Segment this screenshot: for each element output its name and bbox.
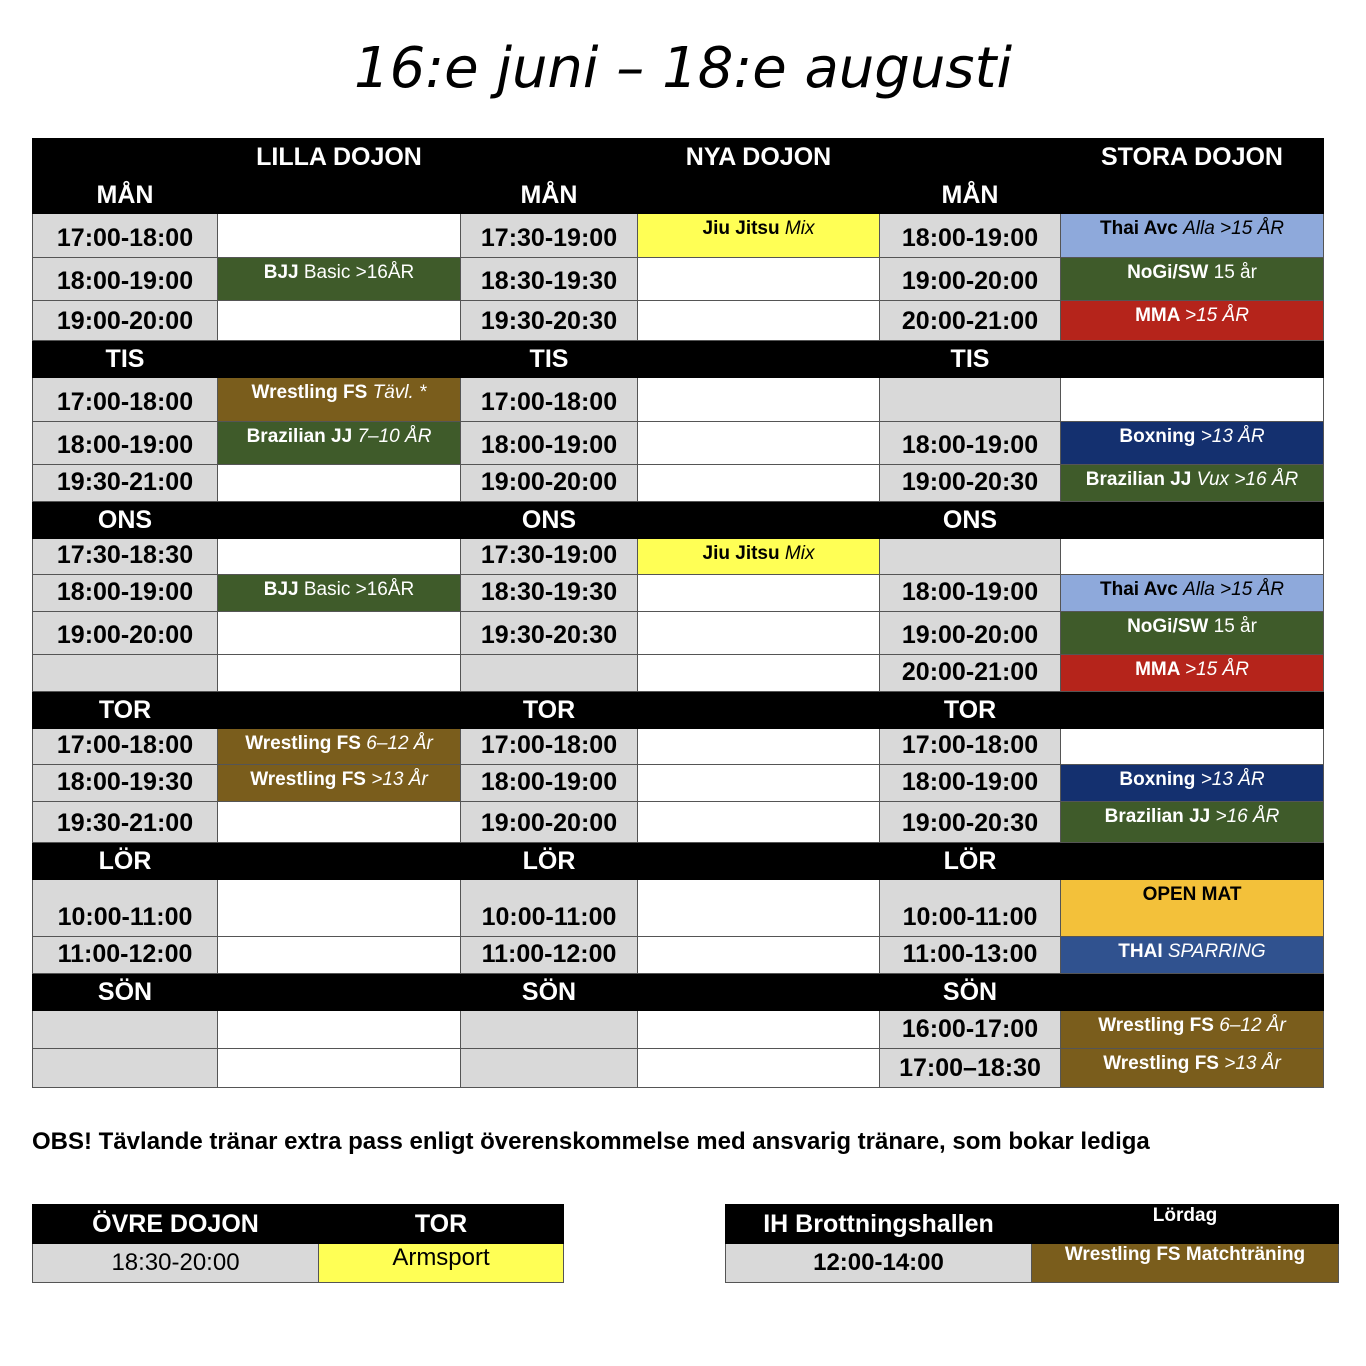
day-label: LÖR [33,843,218,880]
activity-cell [1061,575,1324,612]
room-spacer [880,139,1061,177]
activity-cell [218,1011,461,1049]
brottningshallen-time: 12:00-14:00 [726,1244,1032,1283]
day-spacer [218,341,461,378]
activity-name: MMA [1135,305,1180,326]
day-spacer [638,177,880,214]
schedule-row [33,802,1324,843]
day-spacer [1061,502,1324,539]
activity-detail: Mix [784,218,815,239]
time-slot: 17:00-18:00 [33,214,218,258]
schedule-row [33,539,1324,575]
room-spacer [33,139,218,177]
brottningshallen-activity: Wrestling FS Matchträning [1032,1244,1339,1283]
day-spacer [218,692,461,729]
day-spacer [638,843,880,880]
schedule-row [33,301,1324,341]
activity-name: NoGi/SW [1127,616,1209,637]
activity-cell [218,258,461,301]
activity-cell [1061,802,1324,843]
time-slot [461,1049,638,1088]
time-slot: 19:00-20:00 [880,612,1061,655]
day-spacer [638,341,880,378]
activity-name: Wrestling FS [250,769,366,790]
time-slot: 11:00-13:00 [880,937,1061,974]
activity-detail: >13 ÅR [1200,769,1265,790]
activity-detail: 6–12 År [366,733,433,754]
activity-cell [218,301,461,341]
activity-name: BJJ [263,579,299,600]
activity-cell [218,729,461,765]
day-label: MÅN [33,177,218,214]
room-header-row [33,139,1324,177]
time-slot: 17:30-18:30 [33,539,218,575]
time-slot: 17:30-19:00 [461,214,638,258]
time-slot: 20:00-21:00 [880,301,1061,341]
activity-cell [1061,1011,1324,1049]
activity-name: Wrestling FS [1098,1015,1214,1036]
activity-detail: Vux >16 ÅR [1196,469,1299,490]
activity-cell [218,378,461,422]
activity-name: Wrestling FS [251,382,368,403]
time-slot: 19:30-20:30 [461,612,638,655]
time-slot: 18:00-19:00 [880,765,1061,802]
day-spacer [638,692,880,729]
time-slot [880,378,1061,422]
time-slot: 18:00-19:00 [880,422,1061,465]
activity-cell [218,655,461,692]
day-label: TOR [461,692,638,729]
ovre-dojon-activity: Armsport [319,1244,564,1283]
activity-cell [1061,539,1324,575]
activity-detail: Basic >16ÅR [303,262,415,283]
activity-cell [218,575,461,612]
brottningshallen-table [725,1204,1339,1283]
activity-cell [638,937,880,974]
activity-cell [638,465,880,502]
brottningshallen-day: Lördag [1032,1205,1339,1244]
activity-name: Thai Avc [1100,218,1178,239]
time-slot: 19:00-20:30 [880,802,1061,843]
activity-cell [638,214,880,258]
time-slot: 16:00-17:00 [880,1011,1061,1049]
day-label: TIS [33,341,218,378]
activity-cell [638,422,880,465]
time-slot: 10:00-11:00 [33,880,218,937]
day-header-row [33,692,1324,729]
time-slot [880,539,1061,575]
time-slot [33,1049,218,1088]
activity-cell [218,1049,461,1088]
time-slot: 18:00-19:00 [461,422,638,465]
time-slot: 18:00-19:00 [461,765,638,802]
day-spacer [218,502,461,539]
activity-cell [1061,655,1324,692]
activity-cell [638,1011,880,1049]
schedule-row [33,465,1324,502]
time-slot [461,1011,638,1049]
time-slot: 18:00-19:00 [33,422,218,465]
activity-name: THAI [1118,941,1163,962]
day-spacer [218,177,461,214]
time-slot: 19:00-20:00 [33,301,218,341]
time-slot: 17:00-18:00 [880,729,1061,765]
activity-detail: >13 ÅR [1200,426,1265,447]
activity-cell [218,937,461,974]
activity-cell [218,465,461,502]
time-slot: 17:00-18:00 [33,378,218,422]
day-label: ONS [461,502,638,539]
time-slot: 17:00-18:00 [461,729,638,765]
room-name: NYA DOJON [638,139,880,177]
schedule-row [33,1011,1324,1049]
day-label: SÖN [33,974,218,1011]
day-spacer [1061,692,1324,729]
time-slot: 18:00-19:30 [33,765,218,802]
day-label: TIS [461,341,638,378]
activity-cell [1061,301,1324,341]
schedule-row [33,655,1324,692]
activity-detail: >13 År [371,769,428,790]
activity-cell [638,539,880,575]
activity-cell [638,802,880,843]
activity-cell [638,729,880,765]
time-slot: 19:00-20:30 [880,465,1061,502]
activity-cell [638,575,880,612]
day-header-row [33,974,1324,1011]
day-spacer [638,974,880,1011]
activity-name: BJJ [263,262,299,283]
activity-detail: Mix [784,543,815,564]
activity-cell [218,539,461,575]
day-header-row [33,843,1324,880]
activity-name: MMA [1135,659,1180,680]
day-label: MÅN [461,177,638,214]
day-header-row [33,177,1324,214]
time-slot: 18:30-19:30 [461,258,638,301]
activity-detail: SPARRING [1167,941,1266,962]
day-label: TIS [880,341,1061,378]
activity-name: Brazilian JJ [1104,806,1211,827]
activity-name: Thai Avc [1100,579,1178,600]
activity-detail: >15 ÅR [1185,659,1249,680]
activity-cell [218,422,461,465]
activity-detail: 6–12 År [1219,1015,1286,1036]
day-label: MÅN [880,177,1061,214]
activity-cell [638,612,880,655]
time-slot: 20:00-21:00 [880,655,1061,692]
activity-detail: 15 år [1213,262,1257,283]
time-slot: 19:00-20:00 [880,258,1061,301]
day-header-row [33,502,1324,539]
activity-cell [1061,378,1324,422]
activity-cell [1061,880,1324,937]
obs-note: OBS! Tävlande tränar extra pass enligt överenskommelse med ansvarig tränare, som bokar lediga [32,1128,1150,1155]
activity-detail: >15 ÅR [1185,305,1249,326]
schedule-row [33,612,1324,655]
activity-cell [638,378,880,422]
day-label: ONS [880,502,1061,539]
time-slot: 18:00-19:00 [33,258,218,301]
activity-cell [218,802,461,843]
time-slot [461,655,638,692]
activity-detail: 15 år [1213,616,1257,637]
day-spacer [218,843,461,880]
activity-name: NoGi/SW [1127,262,1209,283]
day-spacer [1061,341,1324,378]
schedule-row [33,575,1324,612]
time-slot: 17:00-18:00 [461,378,638,422]
room-spacer [461,139,638,177]
day-label: TOR [880,692,1061,729]
activity-cell [218,612,461,655]
time-slot: 18:00-19:00 [880,575,1061,612]
activity-cell [1061,765,1324,802]
activity-cell [638,880,880,937]
activity-detail: 7–10 ÅR [357,426,432,447]
time-slot: 10:00-11:00 [461,880,638,937]
ovre-dojon-time: 18:30-20:00 [33,1244,319,1283]
activity-detail: Alla >15 ÅR [1183,579,1284,600]
brottningshallen-room: IH Brottningshallen [726,1205,1032,1244]
time-slot: 19:00-20:00 [33,612,218,655]
day-spacer [1061,974,1324,1011]
activity-cell [1061,612,1324,655]
activity-name: Jiu Jitsu [702,218,780,239]
activity-name: Brazilian JJ [246,426,353,447]
activity-cell [1061,214,1324,258]
activity-cell [218,880,461,937]
schedule-row [33,729,1324,765]
schedule-row [33,378,1324,422]
activity-cell [638,765,880,802]
activity-detail: Basic >16ÅR [303,579,415,600]
schedule-row [33,1049,1324,1088]
activity-detail: >13 År [1224,1053,1281,1074]
time-slot: 19:30-21:00 [33,465,218,502]
time-slot: 17:00–18:30 [880,1049,1061,1088]
schedule-row [33,937,1324,974]
activity-detail: >16 ÅR [1215,806,1280,827]
activity-name: Brazilian JJ [1085,469,1192,490]
time-slot: 17:00-18:00 [33,729,218,765]
activity-cell [218,765,461,802]
time-slot: 19:00-20:00 [461,802,638,843]
schedule-table [32,138,1324,1088]
activity-cell [1061,258,1324,301]
day-label: TOR [33,692,218,729]
activity-cell [1061,937,1324,974]
activity-name: Boxning [1119,426,1196,447]
room-name: STORA DOJON [1061,139,1324,177]
day-spacer [218,974,461,1011]
schedule-row [33,214,1324,258]
day-header-row [33,341,1324,378]
schedule-row [33,258,1324,301]
time-slot: 18:00-19:00 [880,214,1061,258]
page-title: 16:e juni – 18:e augusti [354,36,1012,101]
time-slot [33,1011,218,1049]
day-spacer [1061,843,1324,880]
schedule-row [33,880,1324,937]
day-spacer [638,502,880,539]
activity-cell [1061,729,1324,765]
activity-name: OPEN MAT [1142,884,1242,905]
day-label: SÖN [461,974,638,1011]
time-slot: 18:00-19:00 [33,575,218,612]
activity-cell [638,655,880,692]
day-label: SÖN [880,974,1061,1011]
activity-cell [638,1049,880,1088]
activity-name: Jiu Jitsu [702,543,780,564]
schedule-row [33,422,1324,465]
activity-name: Wrestling FS [245,733,361,754]
room-name: LILLA DOJON [218,139,461,177]
time-slot: 11:00-12:00 [33,937,218,974]
time-slot: 19:30-21:00 [33,802,218,843]
day-label: ONS [33,502,218,539]
activity-cell [1061,422,1324,465]
activity-cell [1061,1049,1324,1088]
time-slot: 18:30-19:30 [461,575,638,612]
activity-name: Boxning [1119,769,1196,790]
time-slot: 11:00-12:00 [461,937,638,974]
activity-cell [218,214,461,258]
ovre-dojon-table [32,1204,564,1283]
day-label: LÖR [880,843,1061,880]
ovre-dojon-room: ÖVRE DOJON [33,1205,319,1244]
day-label: LÖR [461,843,638,880]
activity-detail: Tävl. * [372,382,427,403]
activity-detail: Alla >15 ÅR [1183,218,1284,239]
day-spacer [1061,177,1324,214]
activity-name: Wrestling FS [1103,1053,1219,1074]
time-slot: 19:30-20:30 [461,301,638,341]
activity-cell [1061,465,1324,502]
ovre-dojon-day: TOR [319,1205,564,1244]
activity-cell [638,258,880,301]
schedule-row [33,765,1324,802]
time-slot: 17:30-19:00 [461,539,638,575]
time-slot [33,655,218,692]
time-slot: 10:00-11:00 [880,880,1061,937]
time-slot: 19:00-20:00 [461,465,638,502]
activity-cell [638,301,880,341]
